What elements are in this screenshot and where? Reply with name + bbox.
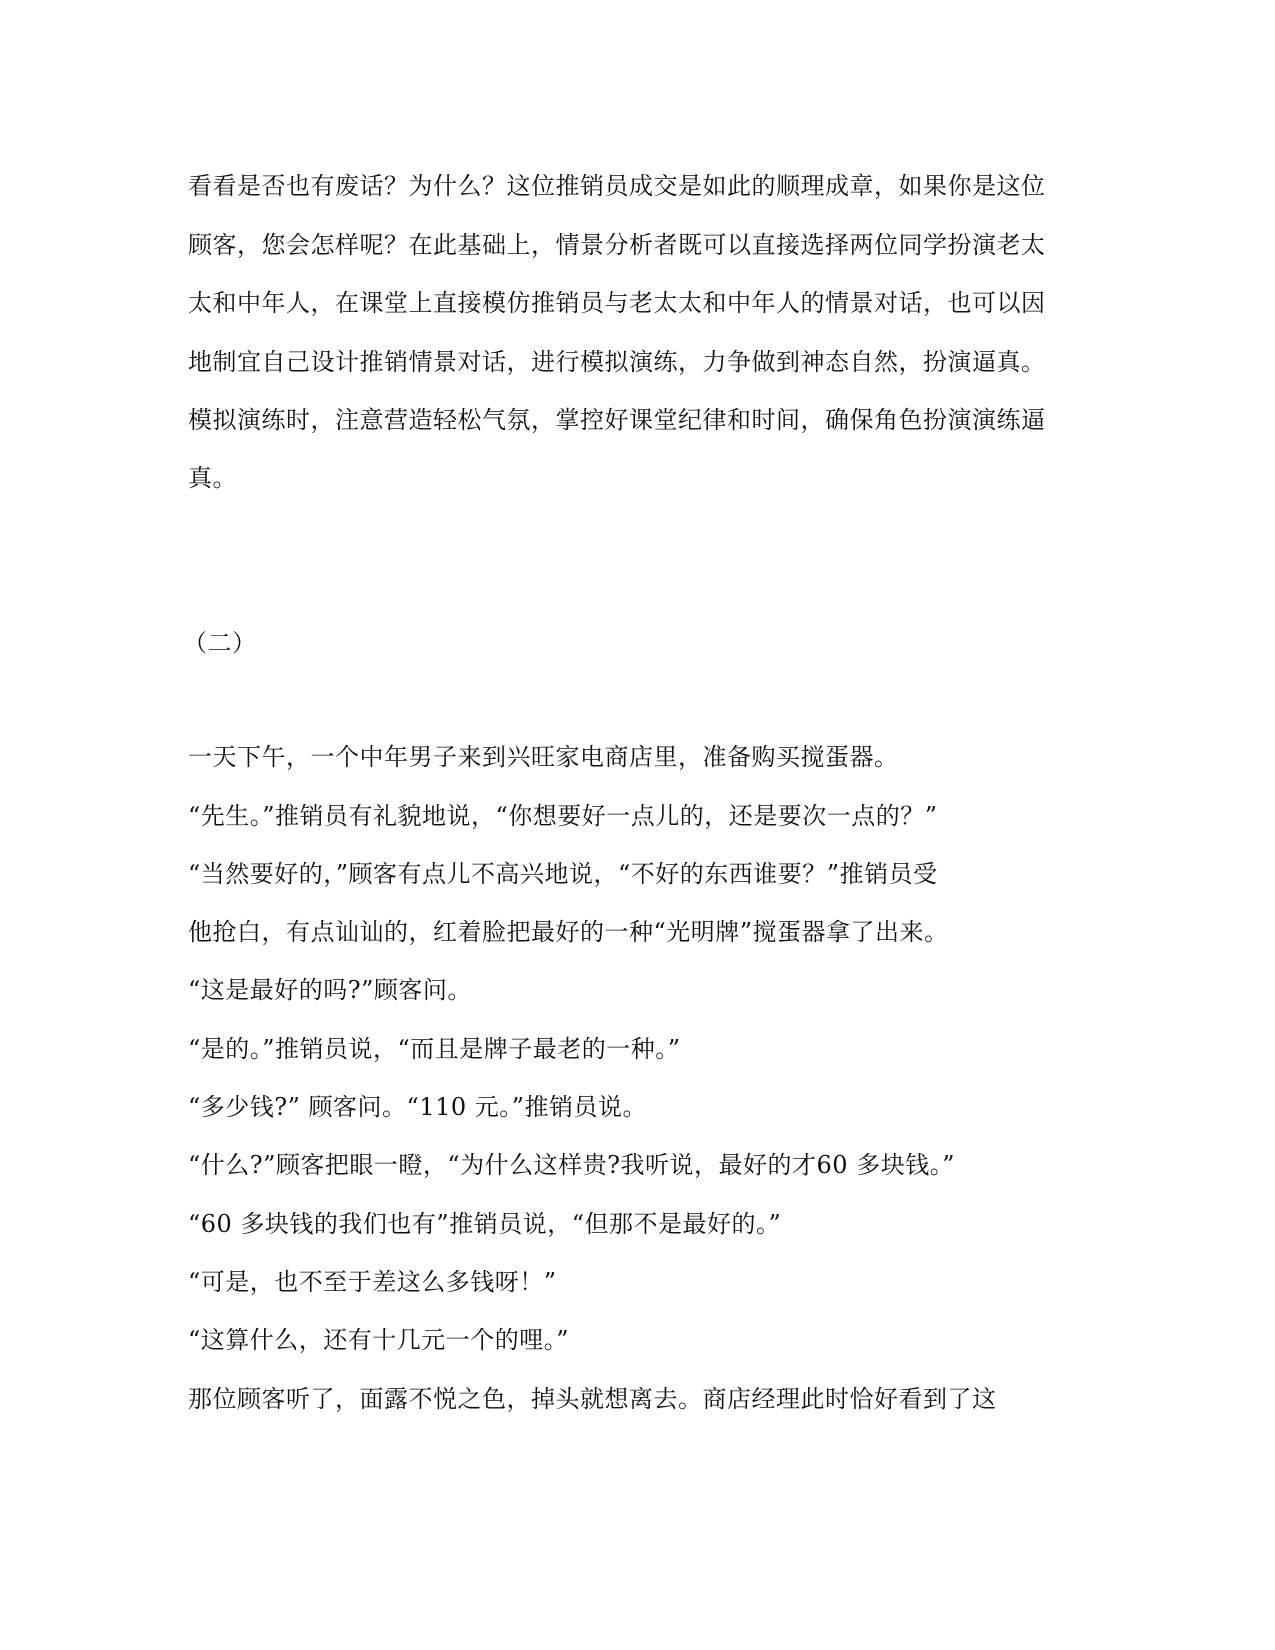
dialogue-line: “先生。”推销员有礼貌地说，“你想要好一点儿的，还是要次一点的？” [188, 802, 938, 830]
dialogue-line: “是的。”推销员说，“而且是牌子最老的一种。” [188, 1035, 681, 1063]
paragraph-line: 地制宜自己设计推销情景对话，进行模拟演练，力争做到神态自然，扮演逼真。 [188, 348, 1046, 376]
paragraph-line: 太和中年人，在课堂上直接模仿推销员与老太太和中年人的情景对话，也可以因 [188, 289, 1046, 317]
paragraph-line: 真。 [188, 464, 237, 492]
dialogue-line: “多少钱?” 顾客问。“110 元。”推销员说。 [188, 1093, 648, 1121]
dialogue-line: “可是，也不至于差这么多钱呀！” [188, 1268, 557, 1296]
paragraph-line: 顾客，您会怎样呢？在此基础上，情景分析者既可以直接选择两位同学扮演老太 [188, 231, 1046, 259]
paragraph-line: 模拟演练时，注意营造轻松气氛，掌控好课堂纪律和时间，确保角色扮演演练逼 [188, 406, 1046, 434]
dialogue-line: 一天下午，一个中年男子来到兴旺家电商店里，准备购买搅蛋器。 [188, 743, 899, 771]
dialogue-line: “这是最好的吗?”顾客问。 [188, 976, 472, 1004]
paragraph-line: 看看是否也有废话？为什么？这位推销员成交是如此的顺理成章，如果你是这位 [188, 172, 1046, 200]
dialogue-line: 他抢白，有点讪讪的，红着脸把最好的一种“光明牌”搅蛋器拿了出来。 [188, 918, 949, 946]
section-heading: （二） [183, 629, 257, 657]
dialogue-line: “这算什么，还有十几元一个的哩。” [188, 1326, 570, 1354]
dialogue-line: 那位顾客听了，面露不悦之色，掉头就想离去。商店经理此时恰好看到了这 [188, 1385, 997, 1413]
dialogue-line: “什么?”顾客把眼一瞪，“为什么这样贵?我听说，最好的才60 多块钱。” [188, 1151, 955, 1179]
dialogue-line: “当然要好的，”顾客有点儿不高兴地说，“不好的东西谁要？”推销员受 [188, 860, 938, 888]
dialogue-line: “60 多块钱的我们也有”推销员说，“但那不是最好的。” [188, 1210, 782, 1238]
